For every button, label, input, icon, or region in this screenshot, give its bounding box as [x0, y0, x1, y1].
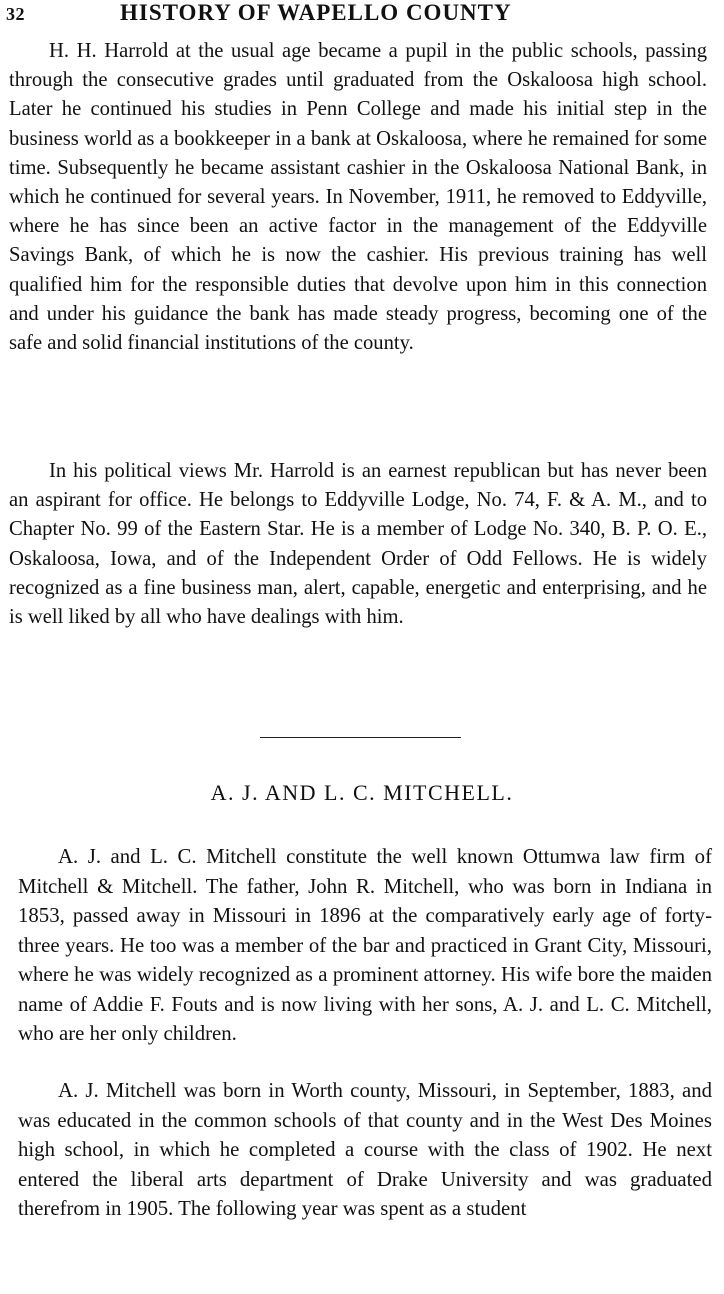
page-header: [6, 0, 718, 30]
paragraph-aj-mitchell-education: A. J. Mitchell was born in Worth county, Missouri, in September, 1883, and was educated in the common schools of that county and in the West Des Moines high school, in which he completed a course with the class of 1902. He next entered the liberal arts department of Drake University and was graduated therefrom in 1905. The following year was spent as a student: [18, 1079, 712, 1220]
section-divider: [260, 737, 461, 738]
page-number: 32: [6, 4, 25, 24]
paragraph-mitchell-family: A. J. and L. C. Mitchell constitute the well known Ottumwa law firm of Mitchell & Mitchell. The father, John R. Mitchell, who was born in Indiana in 1853, passed away in Missouri in 1896 at the comparatively early age of forty-three years. He too was a member of the bar and practiced in Grant City, Missouri, where he was widely recognized as a prominent attorney. His wife bore the maiden name of Addie F. Fouts and is now living with her sons, A. J. and L. C. Mitchell, who are her only children.: [18, 845, 712, 1045]
paragraph-harrold-affiliations: In his political views Mr. Harrold is an earnest republican but has never been an aspirant for office. He belongs to Eddyville Lodge, No. 74, F. & A. M., and to Chapter No. 99 of the Eastern Star. He is a member of Lodge No. 340, B. P. O. E., Oskaloosa, Iowa, and of the Independent Order of Odd Fellows. He is widely recognized as a fine business man, alert, capable, energetic and enterprising, and he is well liked by all who have dealings with him.: [9, 460, 707, 629]
paragraph-harrold-career: H. H. Harrold at the usual age became a pupil in the public schools, passing through the consecutive grades until graduated from the Oskaloosa high school. Later he continued his studies in Penn College and made his initial step in the business world as a bookkeeper in a bank at Oskaloosa, where he remained for some time. Subsequently he became assistant cashier in the Oskaloosa National Bank, in which he continued for several years. In November, 1911, he removed to Eddyville, where he has since been an active factor in the management of the Eddyville Savings Bank, of which he is now the cashier. His previous training has well qualified him for the responsible duties that devolve upon him in this connection and under his guidance the bank has made steady progress, becoming one of the safe and solid financial institutions of the county.: [9, 40, 707, 355]
running-head: HISTORY OF WAPELLO COUNTY: [120, 0, 512, 25]
section-title: A. J. AND L. C. MITCHELL.: [210, 780, 514, 805]
